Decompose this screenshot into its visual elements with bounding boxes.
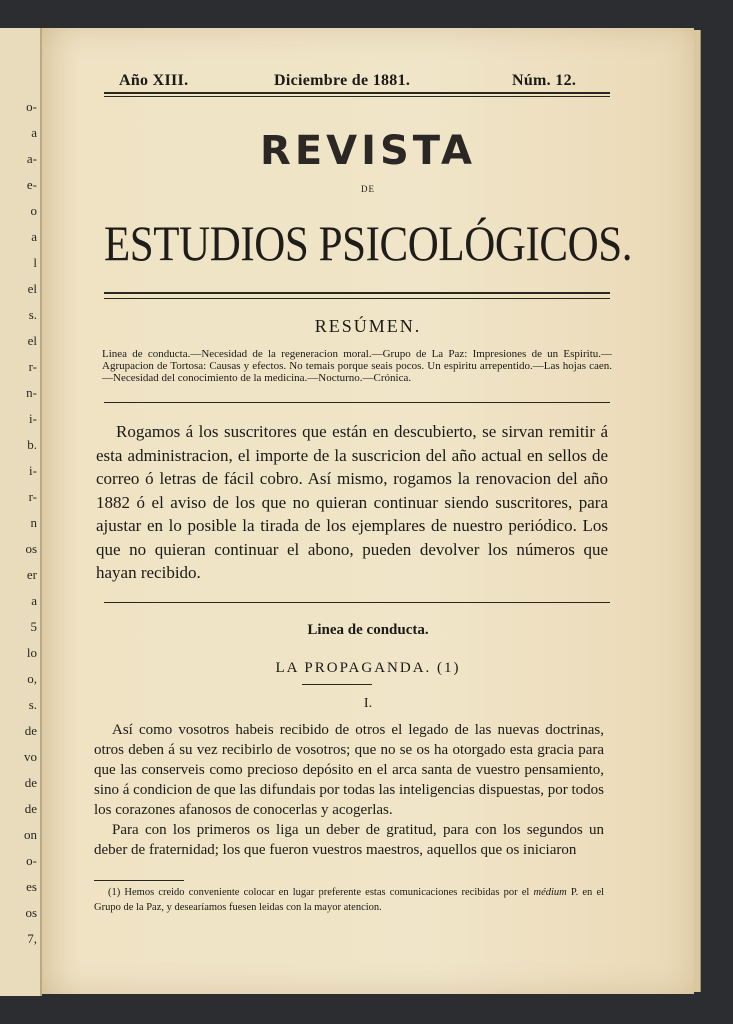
left-page-fragment-text: lo <box>26 645 37 660</box>
summary-text: Linea de conducta.—Necesidad de la regeneracion moral.—Grupo de La Paz: Impresiones de un Espiritu.—Agrupacion de Tortosa: Causas y efectos. No temais porque seais pocos. Un espiritu arrepentido.—Las hojas caen.—Necesidad del conocimiento de la medicina.—Nocturno.—Crónica. <box>102 348 612 384</box>
subtitle-rule <box>302 684 372 685</box>
left-page-fragment-text: e- <box>26 177 37 192</box>
left-page-fragment-text: s. <box>28 697 37 712</box>
left-page-fragment-text: o <box>30 203 37 218</box>
left-page-fragment-text: r- <box>28 359 37 374</box>
left-page-fragment-text: 7, <box>27 931 37 946</box>
left-page-fragment-text: el <box>27 281 37 296</box>
left-page-fragment <box>0 28 42 996</box>
header-number: Núm. 12. <box>512 72 577 89</box>
left-page-fragment-text: er <box>26 567 37 582</box>
footnote-rule <box>94 880 184 881</box>
footnote <box>94 885 604 915</box>
subscriber-notice <box>96 420 608 585</box>
article-part: I. <box>363 696 373 711</box>
left-page-fragment-text: 5 <box>30 619 37 634</box>
left-page-fragment-text: n- <box>26 385 37 400</box>
article-paragraph-1: Así como vosotros habeis recibido de otros el legado de las nuevas doctrinas, otros deben á su vez recibirlo de vosotros; que no se os ha otorgado esta gracia para que las conserveis como precioso depósito en el arca santa de vuestro pensamiento, sino á condicion de que las difundais por todas las inteligencias dispuestas, por todos los corazones afanosos de conocerlas y acogerlas. <box>94 722 604 818</box>
masthead-title-main: ESTUDIOS PSICOLÓGICOS. <box>103 215 633 271</box>
article-subtitle: LA PROPAGANDA. (1) <box>275 660 461 676</box>
left-page-fragment-text: a <box>31 229 37 244</box>
left-page-fragment-text: o- <box>26 853 37 868</box>
left-page-fragment-text: es <box>26 879 37 894</box>
masthead-rule <box>104 292 610 294</box>
notice-rule <box>104 602 610 603</box>
left-page-fragment-text: r- <box>28 489 37 504</box>
notice-text: Rogamos á los suscritores que están en descubierto, se sirvan remitir á esta administracion, el importe de la suscricion del año actual en sellos de correo ó letras de fácil cobro. Así mismo, rogamos la renovacion del año 1882 ó el aviso de los que no quieran continuar siendo suscritores, para ajustar en lo posible la tirada de los ejemplares de nuestro periódico. Los que no quieran continuar el abono, pueden devolver los números que hayan recibido. <box>96 422 608 582</box>
left-page-fragment-text: on <box>24 827 37 842</box>
left-page-fragment-text: a <box>31 125 37 140</box>
left-page-fragment-text: l <box>33 255 37 270</box>
footnote-mark: (1) <box>108 887 121 898</box>
summary-rule <box>104 402 610 403</box>
left-page-fragment-text: s. <box>28 307 37 322</box>
left-page-fragment-text: a- <box>26 151 37 166</box>
left-page-fragment-text: o, <box>27 671 37 686</box>
left-page-fragment-text: de <box>24 723 37 738</box>
article-body <box>94 720 604 860</box>
footnote-text-before: Hemos creido conveniente colocar en lugar preferente estas comunicaciones recibidas por el <box>124 887 530 898</box>
header-rule <box>104 92 610 94</box>
article-paragraph-2: Para con los primeros os liga un deber de gratitud, para con los segundos un deber de fraternidad; los que fueron vuestros maestros, aquellos que os iniciaron <box>94 822 604 858</box>
document-page <box>42 28 694 994</box>
header-year: Año XIII. <box>119 72 189 89</box>
left-page-fragment-text: os <box>25 905 37 920</box>
masthead-title-top: REVISTA <box>260 128 476 174</box>
left-page-fragment-text: de <box>24 801 37 816</box>
left-page-fragment-text: de <box>24 775 37 790</box>
summary-heading: RESÚMEN. <box>314 316 422 336</box>
left-page-fragment-text: el <box>27 333 37 348</box>
masthead-title-de: DE <box>361 184 375 194</box>
header-date: Diciembre de 1881. <box>274 72 411 89</box>
left-page-fragment-text: n <box>30 515 37 530</box>
left-page-fragment-text: o- <box>26 99 37 114</box>
left-page-fragment-text: a <box>31 593 37 608</box>
footnote-text-after: P. en el Grupo de la Paz, y desearíamos fuesen leidas con la mayor atencion. <box>94 887 605 913</box>
masthead-rule-thin <box>104 298 610 299</box>
header-rule-thin <box>104 96 610 97</box>
left-page-fragment-text: b. <box>27 437 37 452</box>
left-page-fragment-text: os <box>25 541 37 556</box>
left-page-fragment-text: vo <box>24 749 37 764</box>
page-edge <box>694 30 701 992</box>
footnote-medium: médium <box>533 887 567 898</box>
left-page-fragment-text: i- <box>29 463 37 478</box>
left-page-fragment-text: i- <box>29 411 37 426</box>
section-title: Linea de conducta. <box>307 622 429 638</box>
